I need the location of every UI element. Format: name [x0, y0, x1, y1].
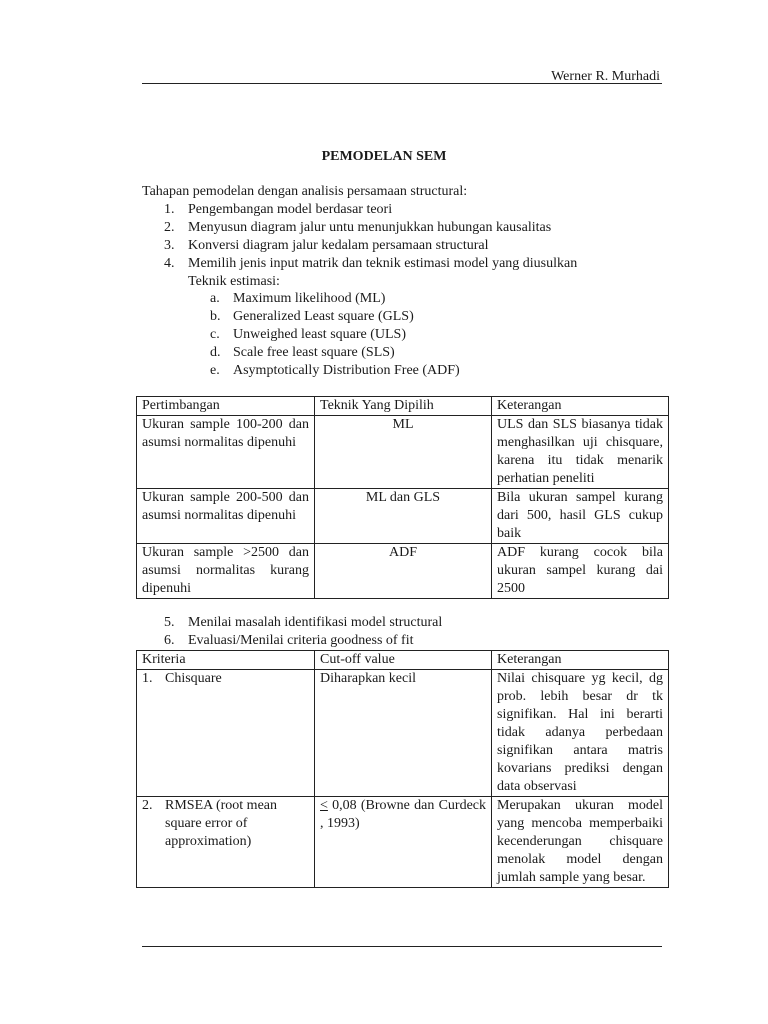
list-item-text: Pengembangan model berdasar teori: [188, 202, 393, 217]
list-item: [142, 614, 442, 632]
table-cell: ML: [315, 416, 492, 489]
list-item: [142, 255, 577, 273]
table-header-cell: Cut-off value: [315, 651, 492, 670]
list-item-text: Evaluasi/Menilai criteria goodness of fit: [188, 633, 414, 648]
table-cell: [137, 797, 315, 888]
table-row: [137, 544, 669, 599]
table-cell: Bila ukuran sampel kurang dari 500, hasil GLS cukup baik: [492, 489, 669, 544]
criterion-number: 2.: [142, 798, 153, 813]
list-item: [188, 290, 460, 308]
criterion-name: Chisquare: [165, 671, 222, 686]
list-item-number: 4.: [164, 256, 175, 271]
steps-list: [142, 201, 577, 273]
list-item: [142, 219, 577, 237]
list-item: [188, 308, 460, 326]
table-row: [137, 416, 669, 489]
list-item-text: Scale free least square (SLS): [233, 345, 395, 360]
table-header-row: [137, 397, 669, 416]
list-item: [142, 632, 442, 650]
table-header-cell: Kriteria: [137, 651, 315, 670]
cutoff-value: 0,08 (Browne dan Curdeck , 1993): [320, 798, 486, 831]
table-cell: ML dan GLS: [315, 489, 492, 544]
table-cell: ULS dan SLS biasanya tidak menghasilkan uji chisquare, karena itu tidak menarik perhatian peneliti: [492, 416, 669, 489]
steps-list-continued: [142, 614, 442, 650]
intro-text: Tahapan pemodelan dengan analisis persamaan structural:: [142, 184, 468, 199]
criterion: [142, 797, 309, 851]
table-header-cell: Keterangan: [492, 651, 669, 670]
table-cell: ADF kurang cocok bila ukuran sampel kurang dai 2500: [492, 544, 669, 599]
list-item-number: 5.: [164, 615, 175, 630]
table-cell: Ukuran sample 100-200 dan asumsi normalitas dipenuhi: [137, 416, 315, 489]
header-rule: [142, 83, 662, 84]
list-item: [188, 362, 460, 380]
criterion: [142, 670, 309, 688]
table-row: [137, 670, 669, 797]
table-header-cell: Pertimbangan: [137, 397, 315, 416]
table-cell: [315, 797, 492, 888]
table-cell: Diharapkan kecil: [315, 670, 492, 797]
table-header-cell: Keterangan: [492, 397, 669, 416]
list-item-text: Konversi diagram jalur kedalam persamaan structural: [188, 238, 489, 253]
list-item-letter: c.: [210, 327, 220, 342]
estimation-technique-table: [136, 396, 669, 599]
list-item: [142, 237, 577, 255]
list-item-text: Maximum likelihood (ML): [233, 291, 386, 306]
list-item-number: 2.: [164, 220, 175, 235]
table-cell: Ukuran sample 200-500 dan asumsi normalitas dipenuhi: [137, 489, 315, 544]
estimation-list: [188, 290, 460, 380]
list-item-letter: b.: [210, 309, 221, 324]
list-item-text: Asymptotically Distribution Free (ADF): [233, 363, 460, 378]
list-item-letter: d.: [210, 345, 221, 360]
table-row: [137, 797, 669, 888]
list-item-text: Menilai masalah identifikasi model structural: [188, 615, 443, 630]
list-item-number: 3.: [164, 238, 175, 253]
header-author: Werner R. Murhadi: [551, 69, 660, 84]
table-header-row: [137, 651, 669, 670]
footer-rule: [142, 946, 662, 947]
table-cell: Merupakan ukuran model yang mencoba memperbaiki kecenderungan chisquare menolak model dengan jumlah sample yang besar.: [492, 797, 669, 888]
criterion-name: RMSEA (root mean square error of approximation): [165, 798, 277, 849]
list-item-number: 6.: [164, 633, 175, 648]
less-equal-symbol: <: [320, 798, 328, 813]
table-cell: [137, 670, 315, 797]
list-item: [188, 326, 460, 344]
list-item: [142, 201, 577, 219]
table-cell: Ukuran sample >2500 dan asumsi normalitas kurang dipenuhi: [137, 544, 315, 599]
table-row: [137, 489, 669, 544]
table-cell: ADF: [315, 544, 492, 599]
list-item-number: 1.: [164, 202, 175, 217]
list-item-letter: a.: [210, 291, 220, 306]
list-item-text: Generalized Least square (GLS): [233, 309, 414, 324]
estimation-label: Teknik estimasi:: [188, 274, 280, 289]
page-title: PEMODELAN SEM: [321, 149, 447, 164]
list-item-text: Menyusun diagram jalur untu menunjukkan hubungan kausalitas: [188, 220, 552, 235]
table-header-cell: Teknik Yang Dipilih: [315, 397, 492, 416]
table-cell: Nilai chisquare yg kecil, dg prob. lebih besar dr tk signifikan. Hal ini berarti tidak adanya perbedaan signifikan antara matris kovarians prediksi dengan data observasi: [492, 670, 669, 797]
list-item-text: Unweighed least square (ULS): [233, 327, 407, 342]
list-item: [188, 344, 460, 362]
goodness-of-fit-table: [136, 650, 669, 888]
list-item-letter: e.: [210, 363, 220, 378]
list-item-text: Memilih jenis input matrik dan teknik estimasi model yang diusulkan: [188, 256, 578, 271]
criterion-number: 1.: [142, 671, 153, 686]
